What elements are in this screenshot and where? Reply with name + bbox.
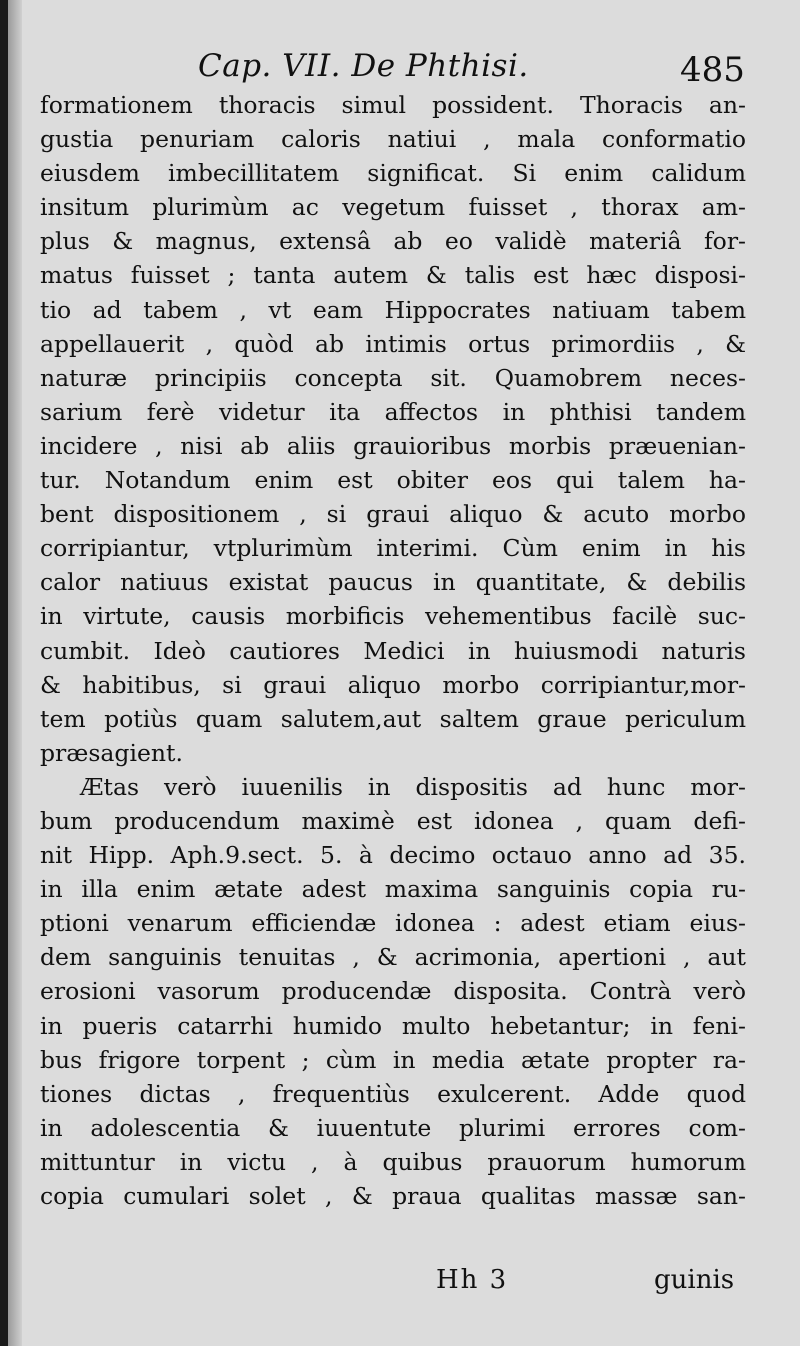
text-line: tiones dictas , frequentiùs exulcerent. Adde quod	[40, 1079, 746, 1108]
text-line: tur. Notandum enim est obiter eos qui talem ha-	[40, 466, 746, 495]
text-line: sarium ferè videtur ita affectos in phthisi tandem	[40, 397, 746, 426]
text-line: præsagient.	[40, 738, 183, 767]
text-line: gustia penuriam caloris natiui , mala conformatio	[40, 125, 746, 154]
text-line: in virtute, causis morbificis vehementibus facilè suc-	[40, 602, 746, 631]
text-line: nit Hipp. Aph.9.sect. 5. à decimo octauo anno ad 35.	[40, 841, 746, 870]
text-line: erosioni vasorum producendæ disposita. Contrà verò	[40, 977, 746, 1006]
text-line: corripiantur, vtplurimùm interimi. Cùm enim in his	[40, 534, 746, 563]
text-line: cumbit. Ideò cautiores Medici in huiusmodi naturis	[40, 636, 746, 665]
text-line: copia cumulari solet , & praua qualitas massæ san-	[40, 1182, 746, 1210]
text-line: naturæ principiis concepta sit. Quamobrem neces-	[40, 363, 746, 392]
text-line: dem sanguinis tenuitas , & acrimonia, apertioni , aut	[40, 943, 746, 972]
text-line: tem potiùs quam salutem,aut saltem graue periculum	[40, 704, 746, 733]
text-line: calor natiuus existat paucus in quantitate, & debilis	[40, 568, 746, 597]
text-line: matus fuisset ; tanta autem & talis est hæc disposi-	[40, 261, 746, 290]
text-line: in pueris catarrhi humido multo hebetantur; in feni-	[40, 1011, 746, 1040]
text-line: ptioni venarum efficiendæ idonea : adest etiam eius-	[40, 909, 746, 938]
page-footer	[8, 1265, 800, 1305]
text-line: bent dispositionem , si graui aliquo & acuto morbo	[40, 500, 746, 529]
text-line: formationem thoracis simul possident. Thoracis an-	[40, 91, 746, 119]
page-number: 485	[680, 50, 745, 90]
body-text	[40, 88, 746, 1213]
text-line: & habitibus, si graui aliquo morbo corripiantur,mor-	[40, 670, 746, 699]
text-line: in adolescentia & iuuentute plurimi errores com-	[40, 1113, 746, 1142]
text-line: eiusdem imbecillitatem significat. Si enim calidum	[40, 159, 746, 188]
text-line: appellauerit , quòd ab intimis ortus primordiis , &	[40, 329, 746, 358]
text-line: Ætas verò iuuenilis in dispositis ad hunc mor-	[80, 772, 746, 801]
page-header	[8, 48, 800, 88]
signature-mark: Hh 3	[436, 1265, 509, 1295]
text-line: bus frigore torpent ; cùm in media ætate propter ra-	[40, 1045, 746, 1074]
text-line: incidere , nisi ab aliis grauioribus morbis præuenian-	[40, 431, 746, 460]
text-line: insitum plurimùm ac vegetum fuisset , thorax am-	[40, 193, 746, 222]
text-line: plus & magnus, extensâ ab eo validè materiâ for-	[40, 227, 746, 256]
text-line: bum producendum maximè est idonea , quam defi-	[40, 806, 746, 835]
text-line: mittuntur in victu , à quibus prauorum humorum	[40, 1147, 746, 1176]
book-page	[8, 0, 800, 1346]
running-head: Cap. VII. De Phthisi.	[198, 48, 529, 84]
catchword: guinis	[654, 1265, 735, 1295]
text-line: in illa enim ætate adest maxima sanguinis copia ru-	[40, 875, 746, 904]
page-gutter-shadow	[8, 0, 22, 1346]
text-line: tio ad tabem , vt eam Hippocrates natiuam tabem	[40, 295, 746, 324]
